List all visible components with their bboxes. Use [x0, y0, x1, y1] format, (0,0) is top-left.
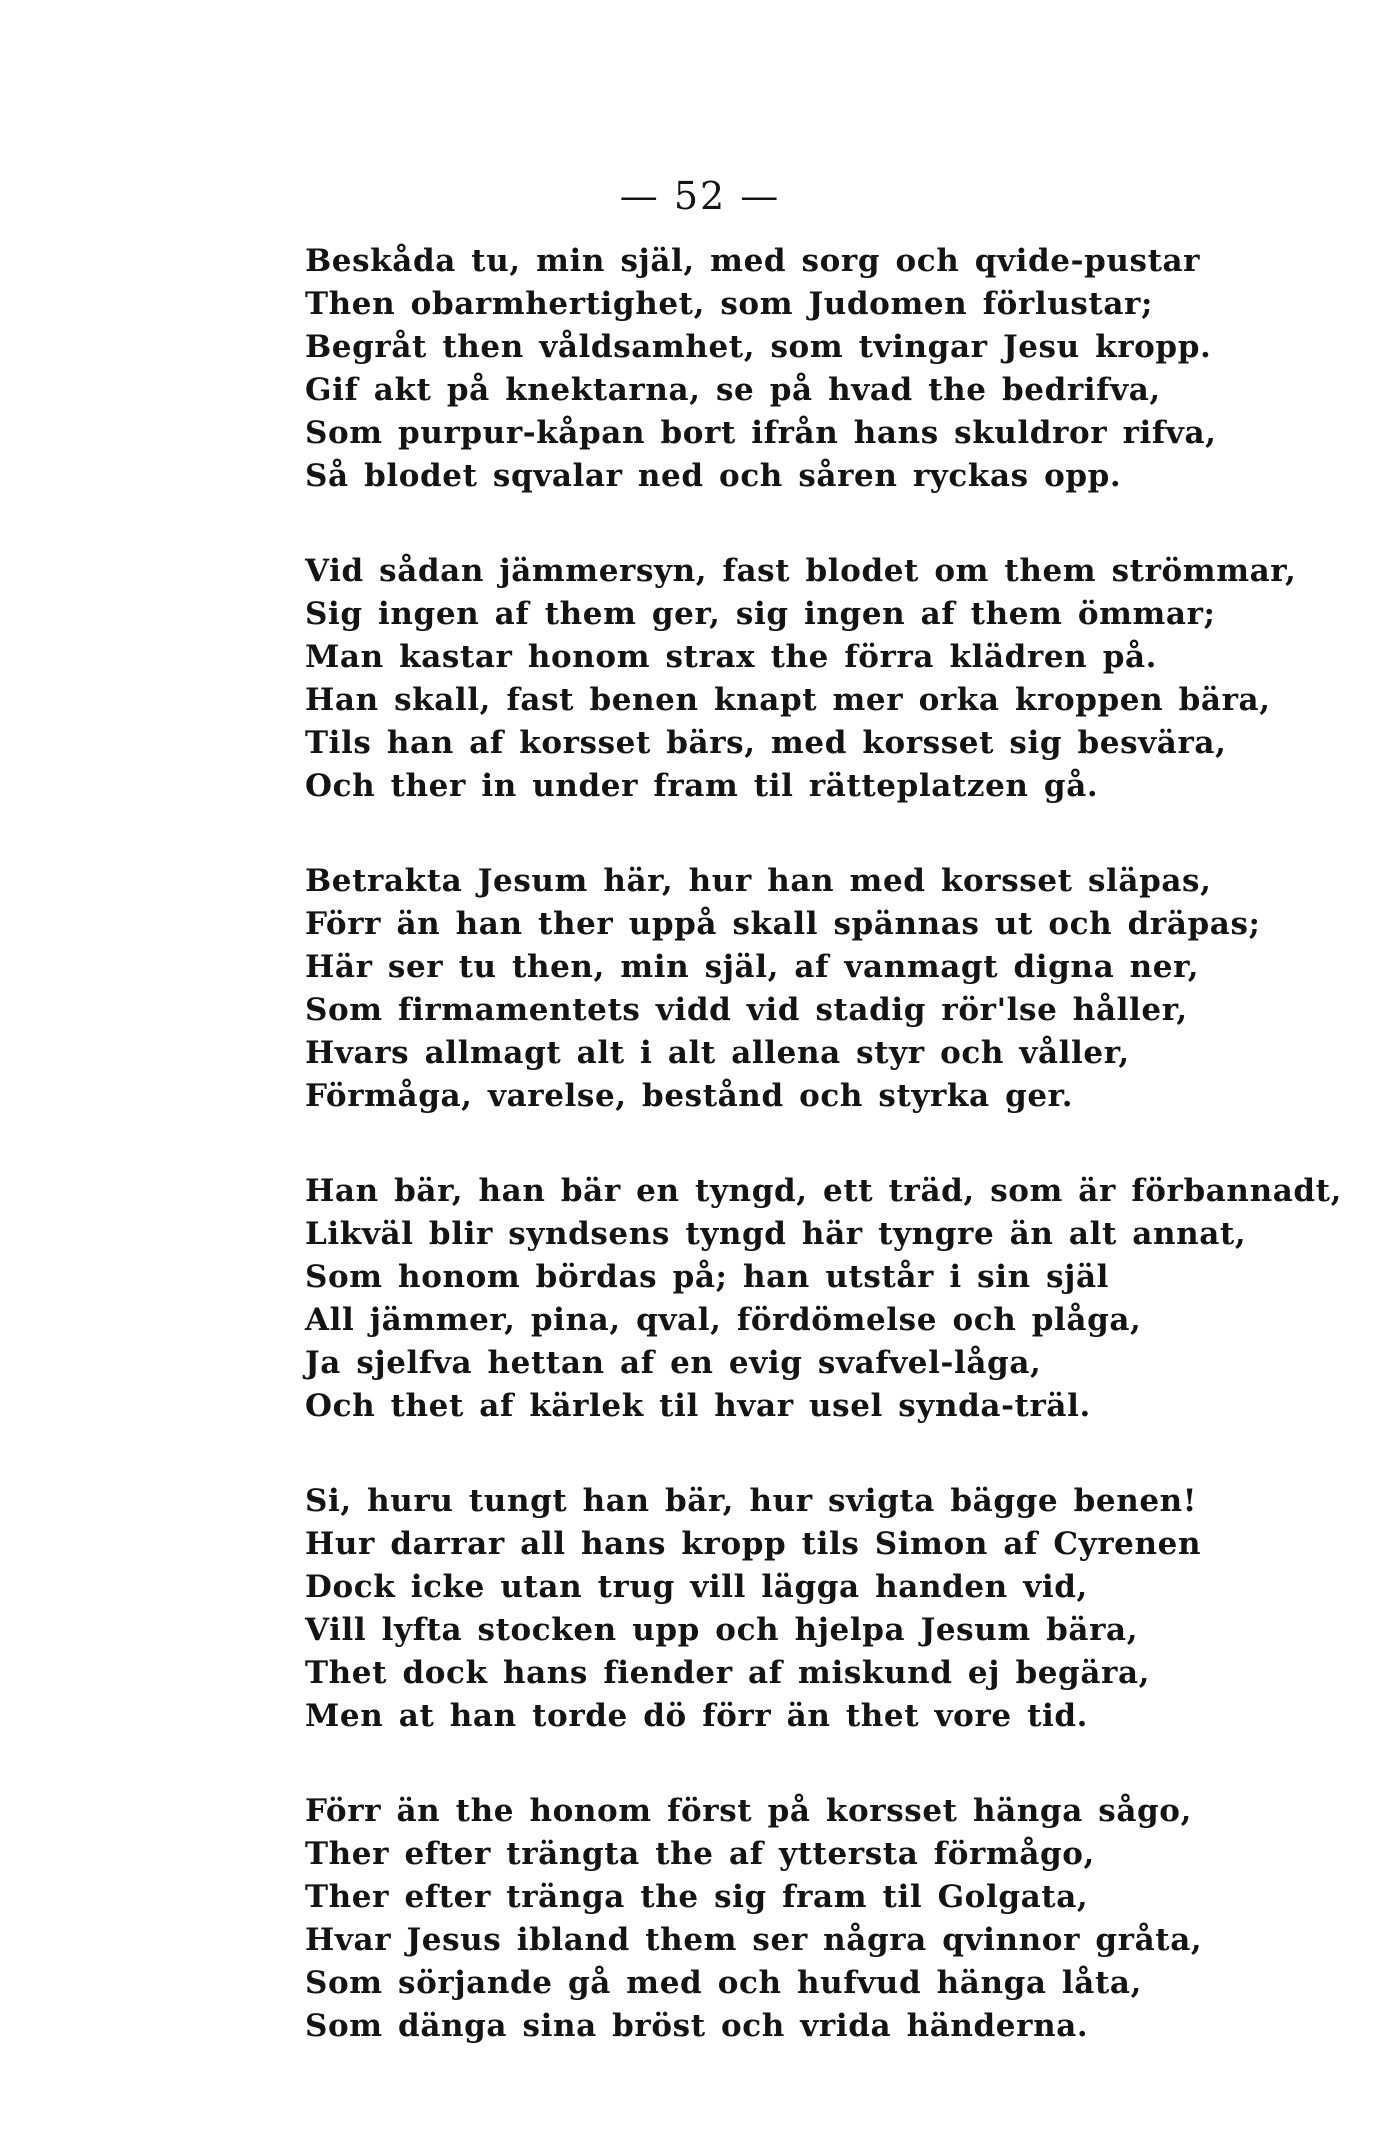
verse-line: Som sörjande gå med och hufvud hänga låta,	[305, 1965, 1142, 2001]
poem	[305, 240, 1342, 2100]
stanza-1	[305, 240, 1325, 498]
verse-line: Förr än han ther uppå skall spännas ut och dräpas;	[305, 906, 1261, 942]
stanza-6	[305, 1790, 1325, 2048]
verse-line: Förmåga, varelse, bestånd och styrka ger.	[305, 1078, 1074, 1114]
verse-line: Som firmamentets vidd vid stadig rör'lse håller,	[305, 992, 1188, 1028]
verse-line: Likväl blir syndsens tyngd här tyngre än alt annat,	[305, 1216, 1247, 1252]
verse-line: Then obarmhertighet, som Judomen förlustar;	[305, 286, 1153, 322]
verse-line: Och ther in under fram til rätteplatzen gå.	[305, 768, 1099, 804]
verse-line: Så blodet sqvalar ned och såren ryckas opp.	[305, 458, 1122, 494]
verse-line: Och thet af kärlek til hvar usel synda-träl.	[305, 1388, 1091, 1424]
verse-line: Sig ingen af them ger, sig ingen af them ömmar;	[305, 596, 1216, 632]
verse-line: Förr än the honom först på korsset hänga sågo,	[305, 1793, 1192, 1829]
verse-line: Han skall, fast benen knapt mer orka kroppen bära,	[305, 682, 1271, 718]
verse-line: Hur darrar all hans kropp tils Simon af Cyrenen	[305, 1526, 1202, 1562]
verse-line: Thet dock hans fiender af miskund ej begära,	[305, 1655, 1151, 1691]
page-number: — 52 —	[619, 174, 781, 218]
verse-line: Man kastar honom strax the förra klädren på.	[305, 639, 1158, 675]
verse-line: Si, huru tungt han bär, hur svigta bägge benen!	[305, 1483, 1198, 1519]
verse-line: Som purpur-kåpan bort ifrån hans skuldror rifva,	[305, 415, 1217, 451]
verse-line: Vill lyfta stocken upp och hjelpa Jesum bära,	[305, 1612, 1139, 1648]
verse-line: Beskåda tu, min själ, med sorg och qvide-pustar	[305, 243, 1201, 279]
stanza-2	[305, 550, 1325, 808]
verse-line: Vid sådan jämmersyn, fast blodet om them strömmar,	[305, 553, 1297, 589]
verse-line: Begråt then våldsamhet, som tvingar Jesu kropp.	[305, 329, 1212, 365]
verse-line: Betrakta Jesum här, hur han med korsset släpas,	[305, 863, 1212, 899]
verse-line: Som honom bördas på; han utstår i sin själ	[305, 1259, 1110, 1295]
verse-line: Ther efter trängta the af yttersta förmågo,	[305, 1836, 1095, 1872]
verse-line: Hvars allmagt alt i alt allena styr och våller,	[305, 1035, 1130, 1071]
verse-line: Tils han af korsset bärs, med korsset sig besvära,	[305, 725, 1227, 761]
verse-line: Ja sjelfva hettan af en evig svafvel-låga,	[305, 1345, 1042, 1381]
stanza-5	[305, 1480, 1325, 1738]
verse-line: Ther efter tränga the sig fram til Golgata,	[305, 1879, 1089, 1915]
verse-line: Här ser tu then, min själ, af vanmagt digna ner,	[305, 949, 1200, 985]
verse-line: Men at han torde dö förr än thet vore tid.	[305, 1698, 1089, 1734]
verse-line: Gif akt på knektarna, se på hvad the bedrifva,	[305, 372, 1161, 408]
stanza-4	[305, 1170, 1342, 1428]
verse-line: All jämmer, pina, qval, fördömelse och plåga,	[305, 1302, 1142, 1338]
verse-line: Dock icke utan trug vill lägga handen vid,	[305, 1569, 1088, 1605]
stanza-3	[305, 860, 1325, 1118]
verse-line: Som dänga sina bröst och vrida händerna.	[305, 2008, 1089, 2044]
verse-line: Hvar Jesus ibland them ser några qvinnor gråta,	[305, 1922, 1203, 1958]
verse-line: Han bär, han bär en tyngd, ett träd, som är förbannadt,	[305, 1173, 1342, 1209]
